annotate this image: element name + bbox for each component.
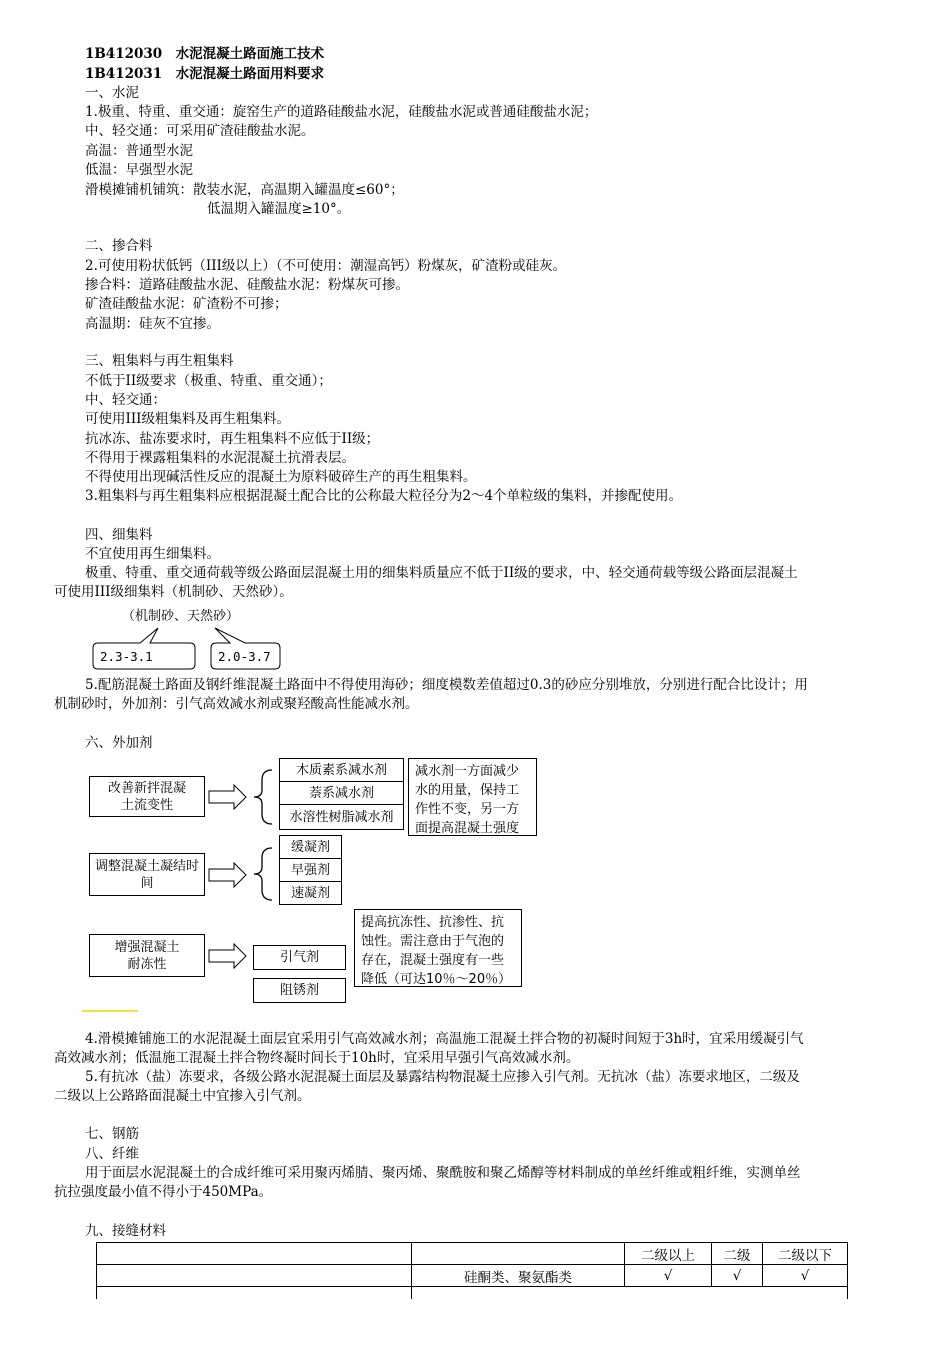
additive-heading: 六、外加剂 [85, 735, 153, 751]
callout-value-1: 2.3-3.1 [100, 649, 153, 664]
table-header-row [97, 1243, 848, 1265]
arrow-3 [209, 944, 246, 968]
additive-para-2a: 5.有抗冰（盐）冻要求，各级公路水泥混凝土面层及暴露结构物混凝土应掺入引气剂。无抗冰（盐）冻要求地区，二级及 [85, 1069, 800, 1085]
coarse-line-1: 不低于II级要求（极重、特重、重交通）； [85, 373, 332, 389]
additive-g2-item-2: 早强剂 [279, 858, 342, 882]
cement-line-5: 滑模摊铺机铺筑：散装水泥，高温期入罐温度≤60°； [85, 182, 404, 198]
coarse-line-7: 3.粗集料与再生粗集料应根据混凝土配合比的公称最大粒径分为2～4个单粒级的集料，并掺配使用。 [85, 488, 683, 504]
table-cell [97, 1243, 412, 1265]
cement-line-1: 1.极重、特重、重交通：旋窑生产的道路硅酸盐水泥，硅酸盐水泥或普通硅酸盐水泥； [85, 104, 598, 120]
joint-heading: 九、接缝材料 [85, 1223, 166, 1239]
table-cell: √ [712, 1265, 763, 1287]
additive-para-2b: 二级以上公路路面混凝土中宜掺入引气剂。 [54, 1088, 311, 1104]
additive-g2-item-3: 速凝剂 [279, 881, 342, 905]
additive-g1-note: 减水剂一方面减少水的用量，保持工作性不变，另一方面提高混凝土强度 [408, 758, 537, 836]
cement-heading: 一、水泥 [85, 85, 139, 101]
arrow-2 [209, 863, 246, 887]
additive-g1-item-3: 水溶性树脂减水剂 [279, 804, 404, 830]
fiber-para-1a: 用于面层水泥混凝土的合成纤维可采用聚丙烯腈、聚丙烯、聚酰胺和聚乙烯醇等材料制成的单丝纤维或粗纤维，实测单丝 [85, 1165, 801, 1181]
callout-value-2: 2.0-3.7 [218, 649, 271, 664]
additive-g1-item-1: 木质素系减水剂 [279, 758, 404, 782]
table-row [97, 1265, 848, 1287]
fine-para-1a: 极重、特重、重交通荷载等级公路面层混凝土用的细集料质量应不低于II级的要求，中、轻交通荷载等级公路面层混凝土 [85, 565, 798, 581]
subsection-title: 1B412031 水泥混凝土路面用料要求 [85, 66, 325, 82]
table-cell [97, 1265, 412, 1287]
brace-1 [254, 770, 272, 824]
additive-group-2-label: 调整混凝土凝结时间 [89, 853, 205, 896]
table-cell: 二级以上 [625, 1243, 712, 1265]
callout-label: （机制砂、天然砂） [122, 609, 240, 624]
admixture-heading: 二、掺合料 [85, 238, 153, 254]
additive-g3-item-2: 阻锈剂 [253, 978, 346, 1003]
additive-group-3-label: 增强混凝土耐冻性 [89, 934, 205, 977]
cement-line-3: 高温：普通型水泥 [85, 143, 193, 159]
fiber-heading: 八、纤维 [85, 1146, 139, 1162]
additive-g2-item-1: 缓凝剂 [279, 835, 342, 859]
admixture-line-4: 高温期：硅灰不宜掺。 [85, 316, 220, 332]
arrow-1 [209, 785, 246, 809]
coarse-line-2: 中、轻交通： [85, 392, 166, 408]
admixture-line-1: 2.可使用粉状低钙（III级以上）（不可使用：潮湿高钙）粉煤灰，矿渣粉或硅灰。 [85, 258, 567, 274]
additive-group-1-label: 改善新拌混凝土流变性 [89, 776, 205, 817]
additive-g3-item-1: 引气剂 [253, 945, 346, 970]
cement-line-6: 低温期入罐温度≥10°。 [207, 201, 351, 217]
fiber-para-1b: 抗拉强度最小值不得小于450MPa。 [54, 1184, 273, 1200]
coarse-line-4: 抗冰冻、盐冻要求时，再生粗集料不应低于II级； [85, 431, 380, 447]
table-cell [412, 1243, 625, 1265]
section-code-title: 1B412030 水泥混凝土路面施工技术 [85, 46, 325, 62]
admixture-line-3: 矿渣硅酸盐水泥：矿渣粉不可掺； [85, 296, 288, 312]
fine-heading: 四、细集料 [85, 527, 153, 543]
fine-line-1: 不宜使用再生细集料。 [85, 546, 220, 562]
admixture-line-2: 掺合料：道路硅酸盐水泥、硅酸盐水泥：粉煤灰可掺。 [85, 277, 409, 293]
fine-para-2a: 5.配筋混凝土路面及钢纤维混凝土路面中不得使用海砂；细度模数差值超过0.3的砂应分别堆放，分别进行配合比设计；用 [85, 677, 808, 693]
fine-para-1b: 可使用III级细集料（机制砂、天然砂）。 [54, 584, 293, 600]
coarse-line-6: 不得使用出现碱活性反应的混凝土为原料破碎生产的再生粗集料。 [85, 469, 477, 485]
brace-2 [254, 848, 272, 900]
coarse-line-5: 不得用于裸露粗集料的水泥混凝土抗滑表层。 [85, 450, 355, 466]
fine-para-2b: 机制砂时，外加剂：引气高效减水剂或聚羟酸高性能减水剂。 [54, 696, 419, 712]
cement-line-2: 中、轻交通：可采用矿渣硅酸盐水泥。 [85, 123, 315, 139]
table-cell: √ [625, 1265, 712, 1287]
joint-material-table [96, 1242, 848, 1299]
cement-line-4: 低温：早强型水泥 [85, 162, 193, 178]
rebar-heading: 七、钢筋 [85, 1126, 139, 1142]
coarse-line-3: 可使用III级粗集料及再生粗集料。 [85, 411, 290, 427]
table-cell: 硅酮类、聚氨酯类 [412, 1265, 625, 1287]
additive-para-1b: 高效减水剂；低温施工混凝土拌合物终凝时间长于10h时，宜采用早强引气高效减水剂。 [54, 1050, 580, 1066]
table-cell: 二级以下 [763, 1243, 848, 1265]
table-cell: √ [763, 1265, 848, 1287]
additive-g3-note: 提高抗冻性、抗渗性、抗蚀性。需注意由于气泡的存在，混凝土强度有一些降低（可达10％～20％） [354, 909, 522, 987]
additive-g1-item-2: 萘系减水剂 [279, 781, 404, 805]
additive-para-1a: 4.滑模摊铺施工的水泥混凝土面层宜采用引气高效减水剂；高温施工混凝土拌合物的初凝时间短于3h时，宜采用缓凝引气 [85, 1031, 804, 1047]
coarse-heading: 三、粗集料与再生粗集料 [85, 353, 234, 369]
table-cell: 二级 [712, 1243, 763, 1265]
